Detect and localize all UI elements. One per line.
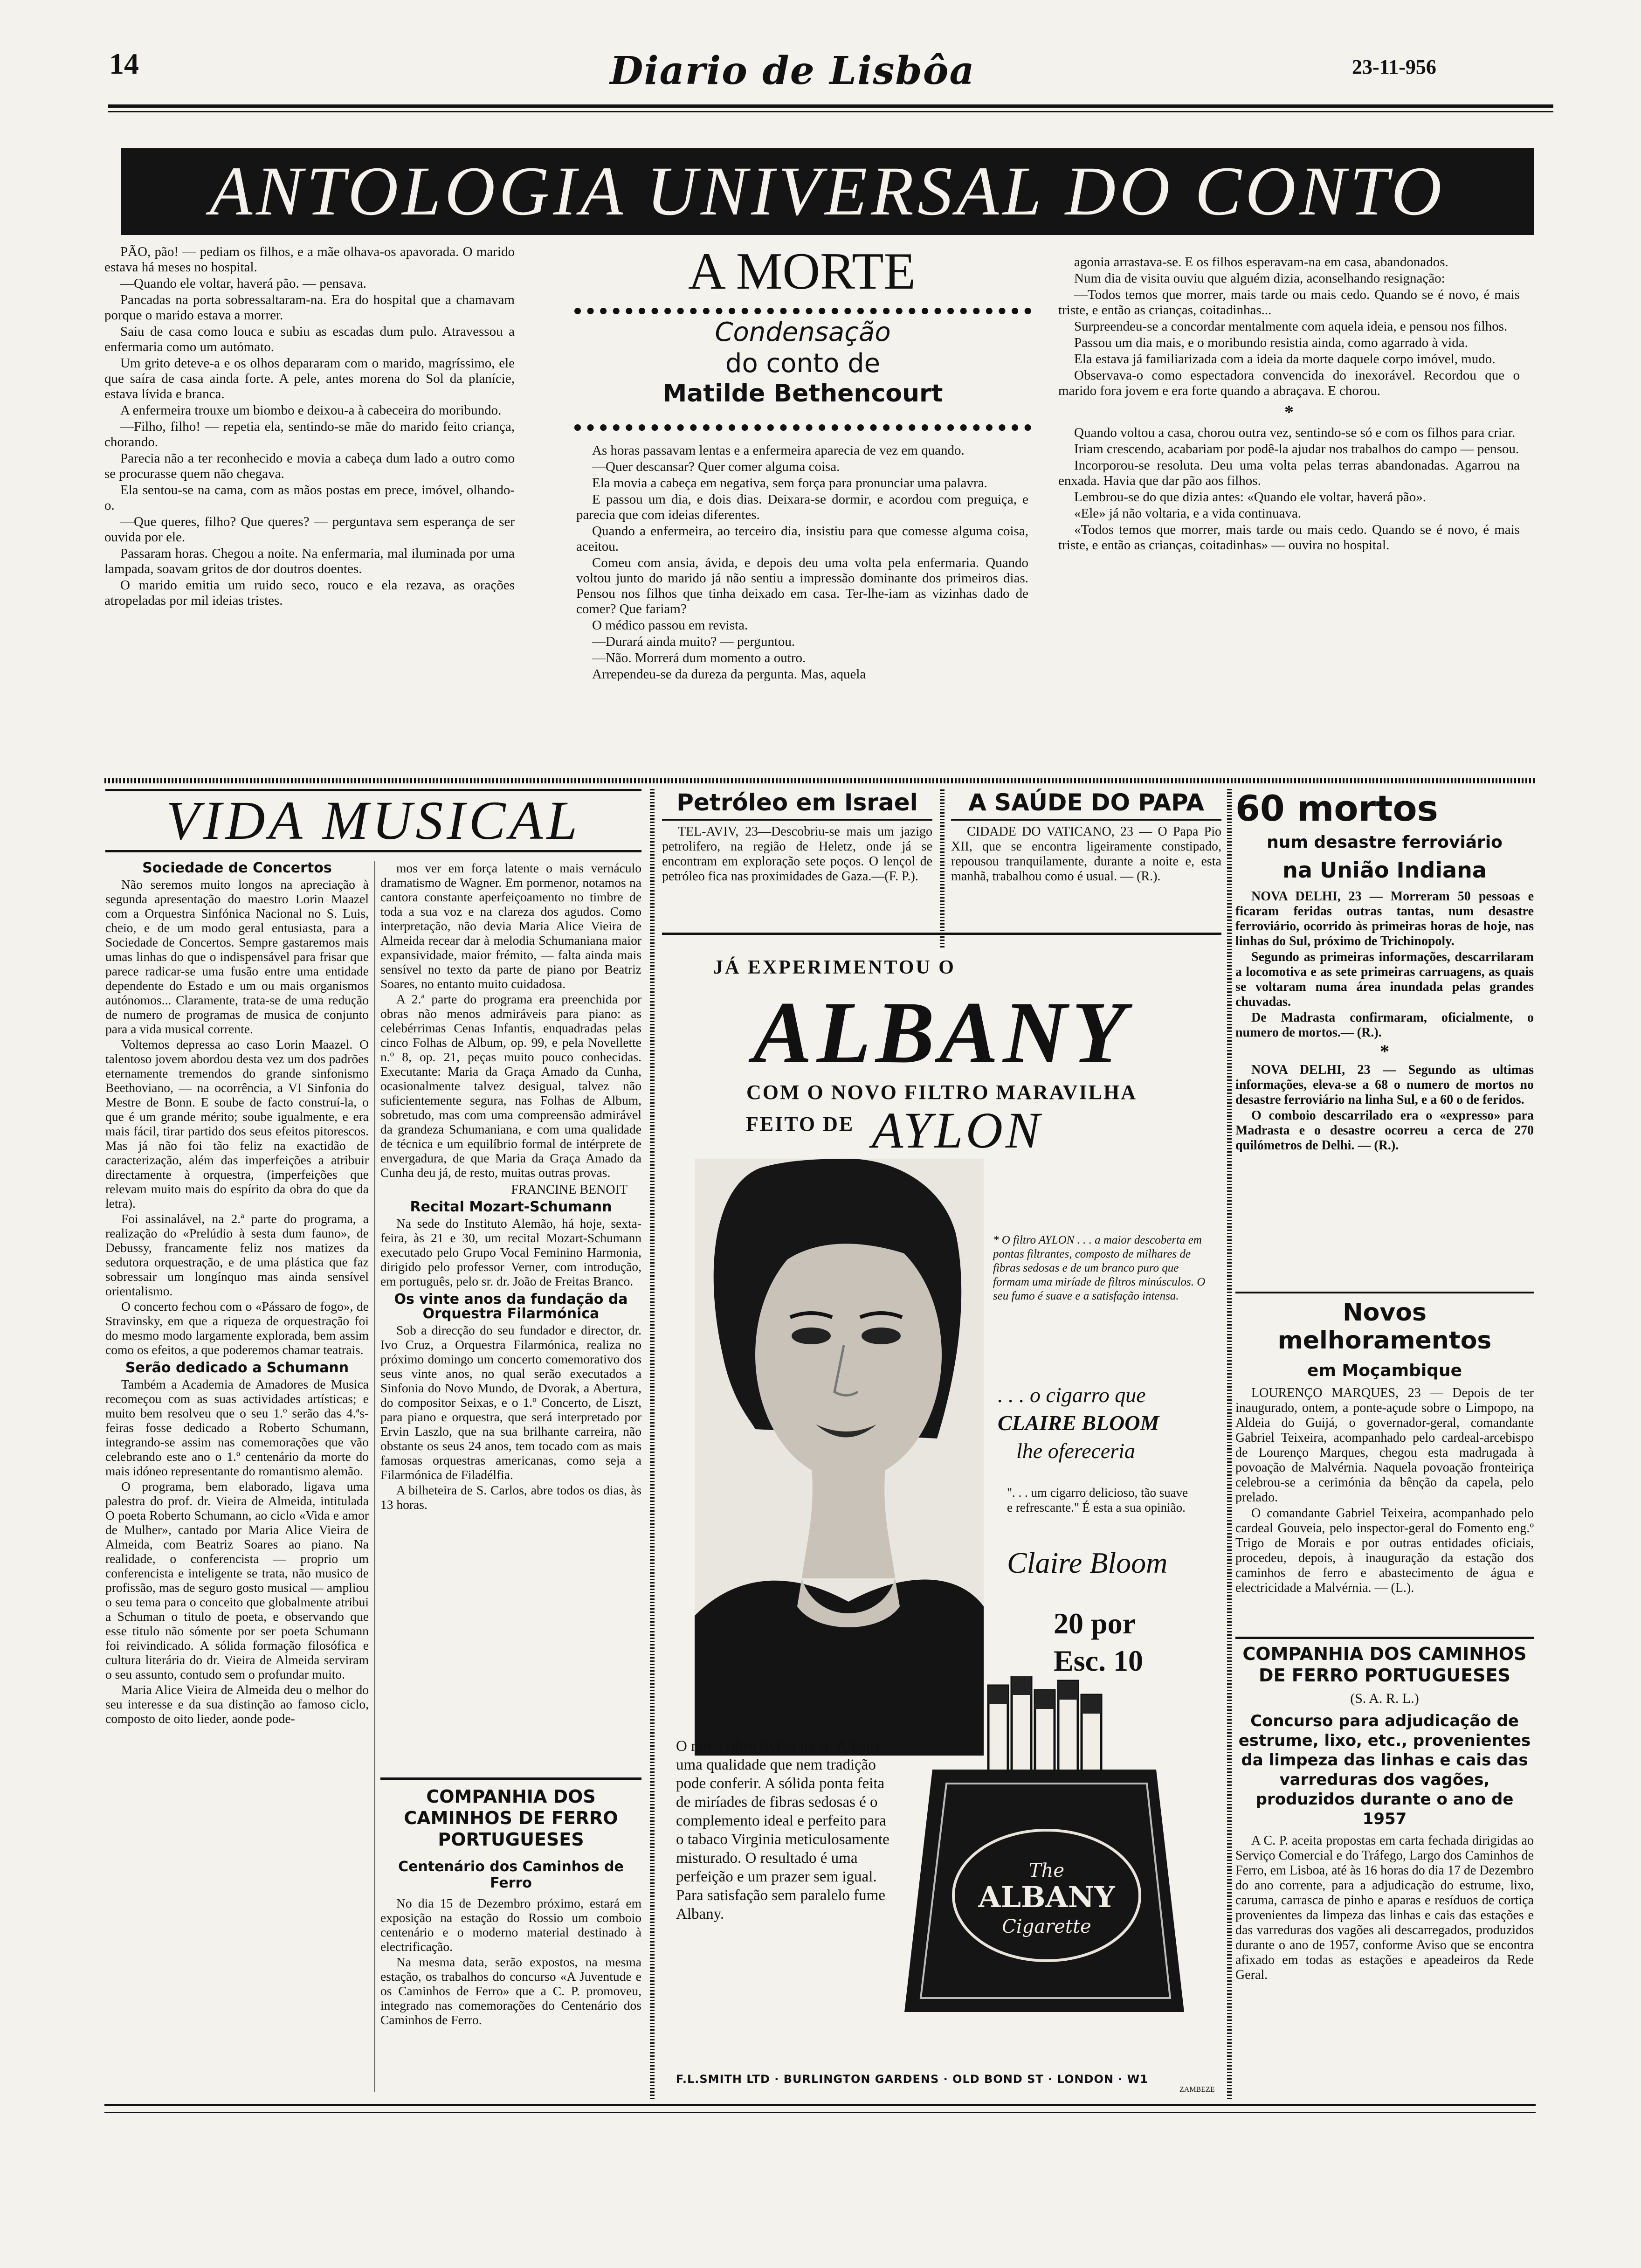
story-column-3: agonia arrastava-se. E os filhos esperavam-na em casa, abandonados. Num dia de visita ouviu que alguém dizia, aconselhando resignação: —Todos temos que morrer, mais tarde ou mais cedo. Quando se é novo, é mais triste, e então as crianças, coitadinhas... Surpreendeu-se a concordar mentalmente com aquela ideia, e pensou nos filhos. Passou um dia mais, e o moribundo resistia ainda, como agarrado à vida. Ela estava já familiarizada com a ideia da morte daquele corpo imóvel, mudo. Observava-o como espectadora convencida do inexorável. Recordou que o marido fora jovem e era forte quando a abraçava. E chorou. * Quando voltou a casa, chorou outra vez, sentindo-se só e com os filhos para criar. Iriam crescendo, acabariam por podê-la ajudar nos trabalhos do campo — pensou. Incorporou-se resoluta. Deu uma volta pelas terras abandonadas. Agarrou na enxada. Havia que dar pão aos filhos. Lembrou-se do que dizia antes: «Quando ele voltar, haverá pão». «Ele» já não voltaria, e a vida continuava. «Todos temos que morrer, mais tarde ou mais cedo. Quando se é novo, é mais triste, e então as crianças, coitadinhas» — ouvira no hospital. bbox=[1058, 255, 1520, 553]
vida-musical-title: VIDA MUSICAL bbox=[165, 790, 581, 851]
mortos-asterisk: * bbox=[1380, 1041, 1389, 1062]
filarmonica-heading: Os vinte anos da fundação da Orquestra Filarmónica bbox=[394, 1291, 628, 1322]
cp-concurso-sarl: (S. A. R. L.) bbox=[1350, 1691, 1419, 1706]
do-conto: do conto de bbox=[725, 348, 881, 379]
vertical-divider-3 bbox=[1227, 789, 1232, 2099]
header-rule bbox=[108, 104, 1553, 108]
antologia-banner bbox=[121, 148, 1534, 235]
papa-title: A SAÚDE DO PAPA bbox=[968, 789, 1204, 816]
ad-body: O novo filtro Aylon dá ao Albany uma qualidade que nem tradição pode conferir. A sólida ponta feita de miríades de fibras sedosas é o complemento ideal e perfeito para o tabaco Virginia meticulosamente misturado. O resultado é uma perfeição e um prazer sem igual. Para satisfação sem paralelo fume Albany. bbox=[676, 1738, 889, 1922]
ad-line3: FEITO DE bbox=[746, 1113, 855, 1135]
cp-concurso-heading: Concurso para adjudicação de estrume, lixo, etc., provenientes da limpeza das linhas e cais das varreduras dos vagões, produzidos durante o ano de 1957 bbox=[1238, 1712, 1531, 1828]
sociedade-heading: Sociedade de Concertos bbox=[142, 860, 332, 876]
cp-concurso-item bbox=[1235, 1643, 1534, 1983]
recital-heading: Recital Mozart-Schumann bbox=[410, 1199, 612, 1215]
header-rule-thin bbox=[108, 111, 1553, 112]
papa-text: CIDADE DO VATICANO, 23 — O Papa Pio XII, que se encontra ligeiramente constipado, repousou tranquilamente, durante a noite e, esta manhã, trabalhou como é usual. — (R.). bbox=[951, 824, 1221, 884]
claire-bloom-portrait bbox=[695, 1159, 984, 1756]
mocambique-title: Novos melhoramentos bbox=[1277, 1299, 1492, 1355]
author: Matilde Bethencourt bbox=[662, 380, 943, 408]
credit-frame bbox=[574, 308, 1031, 431]
footer-rule bbox=[104, 2104, 1536, 2106]
antologia-title: ANTOLOGIA UNIVERSAL DO CONTO bbox=[209, 152, 1446, 230]
francine-signature: FRANCINE BENOIT bbox=[511, 1182, 627, 1197]
companhia-box: COMPANHIA DOS CAMINHOS DE FERRO PORTUGUESES Centenário dos Caminhos de Ferro No dia 15 de Dezembro próximo, estará em exposição na estação do Rossio um comboio centenário e o moderno material destinado à electrificação. Na mesma data, serão expostos, na mesma estação, os trabalhos do concurso «A Juventude e os Caminhos de Ferro» que a C. P. promoveu, integrado nas comemorações do Centenário dos Caminhos de Ferro. bbox=[380, 1777, 641, 2102]
story-asterisk: * bbox=[1284, 401, 1294, 422]
story-column-2: As horas passavam lentas e a enfermeira aparecia de vez em quando. —Quer descansar? Quer comer alguma coisa. Ela movia a cabeça em negativa, sem força para pronunciar uma palavra. E passou um dia, e dois dias. Deixara-se dormir, e acordou com preguiça, e parecia que com ideias diferentes. Quando a enfermeira, ao terceiro dia, insistiu para que comesse alguma coisa, aceitou. Comeu com ansia, ávida, e depois deu uma volta pela enfermaria. Quando voltou junto do marido já não sentiu a impressão dominante dos primeiros dias. Pensou nos filhos que tinha deixado em casa. Ter-lhe-iam as vizinhas dado de comer? Que fariam? O médico passou em revista. —Durará ainda muito? — perguntou. —Não. Morrerá dum momento a outro. Arrependeu-se da dureza da pergunta. Mas, aquela bbox=[576, 443, 1028, 682]
mortos-title: 60 mortos bbox=[1235, 788, 1438, 829]
albany-ad bbox=[662, 933, 1221, 2105]
cp-concurso-title: COMPANHIA DOS CAMINHOS DE FERRO PORTUGUESES bbox=[1242, 1644, 1527, 1686]
cigarette-pack-illustration bbox=[895, 1676, 1198, 2021]
ad-filter-brand: AYLON bbox=[872, 1102, 1043, 1159]
petroleo-item bbox=[662, 789, 932, 884]
footer-rule-thin bbox=[104, 2112, 1536, 2113]
story-title: A MORTE bbox=[688, 242, 916, 300]
papa-item bbox=[951, 789, 1221, 884]
page-number: 14 bbox=[109, 47, 139, 80]
companhia-box-title: COMPANHIA DOS CAMINHOS DE FERRO PORTUGUESES bbox=[404, 1786, 618, 1850]
mortos-item: 60 mortos num desastre ferroviário na União Indiana NOVA DELHI, 23 — Morreram 50 pessoas e ficaram feridas outras tantas, num desastre ferroviário, ocorrido às primeiras horas de hoje, nas linhas do Sul, próximo de Trichinopoly. Segundo as primeiras informações, descarrilaram a locomotiva e as sete primeiras carruagens, as quais se voltaram numa área inundada pelas grandes chuvadas. De Madrasta confirmaram, oficialmente, o numero de mortos.— (R.). * NOVA DELHI, 23 — Segundo as ultimas informações, eleva-se a 68 o numero de mortos no desastre ferroviário na linha Sul, e a 60 o de feridos. O comboio descarrilado era o «expresso» para Madrasta e o desastre ocorreu a cerca de 270 quilómetros de Delhi. — (R.). bbox=[1235, 788, 1534, 1153]
companhia-box-subtitle: Centenário dos Caminhos de Ferro bbox=[398, 1859, 624, 1891]
schumann-heading: Serão dedicado a Schumann bbox=[125, 1360, 349, 1376]
mocambique-item: Novos melhoramentos em Moçambique LOURENÇO MARQUES, 23 — Depois de ter inaugurado, ontem, a ponte-açude sobre o Limpopo, na Aldeia do Guijá, o governador-geral, comandante Gabriel Teixeira, acompanhado pelo cardeal-arcebispo de Lourenço Marques, chegou esta madrugada à povoação de Malvérnia. Naquela povoação fronteiriça celebrou-se a cerimónia da bênção da capela, pelo prelado. O comandante Gabriel Teixeira, acompanhado pelo cardeal Gouveia, pelo inspector-geral do Fomento eng.º Trigo de Morais e por outras entidades oficiais, procedeu, depois, à inauguração da estação dos caminhos de ferro e abastecimento de água e electricidade a Malvérnia. — (L.). bbox=[1235, 1299, 1534, 1595]
pack-cigarette: Cigarette bbox=[1002, 1916, 1091, 1937]
column-rule bbox=[374, 861, 375, 2092]
pack-albany: ALBANY bbox=[978, 1880, 1115, 1914]
story-column-1: PÃO, pão! — pediam os filhos, e a mãe olhava-os apavorada. O marido estava há meses no hospital. —Quando ele voltar, haverá pão. — pensava. Pancadas na porta sobressaltaram-na. Era do hospital que a chamavam porque o marido estava a morrer. Saiu de casa como louca e subiu as escadas dum pulo. Atravessou a enfermaria como um autómato. Um grito deteve-a e os olhos depararam com o marido, magríssimo, ele que saíra de casa ainda forte. A pele, antes morena do Sol da planície, estava lívida e branca. A enfermeira trouxe um biombo e deixou-a à cabeceira do moribundo. —Filho, filho! — repetia ela, sentindo-se mãe do marido feito criança, chorando. Parecia não a ter reconhecido e movia a cabeça dum lado a outro como se procurasse quem não chegava. Ela sentou-se na cama, com as mãos postas em prece, imóvel, olhando-o. —Que queres, filho? Que queres? — perguntava sem esperança de ser ouvida por ele. Passaram horas. Chegou a noite. Na enfermaria, mal iluminada por uma lampada, soavam gritos de dor doutros doentes. O marido emitia um ruido seco, rouco e ela rezava, as orações atropeladas por mil ideias tristes. bbox=[104, 244, 515, 608]
date: 23-11-956 bbox=[1352, 55, 1436, 78]
section-divider bbox=[104, 778, 1536, 783]
ad-footer: F.L.SMITH LTD · BURLINGTON GARDENS · OLD BOND ST · LONDON · W1 bbox=[676, 2073, 1148, 2086]
ad-footnote: * O filtro AYLON . . . a maior descoberta em pontas filtrantes, composto de milhares de fibras sedosas e de um branco puro que formam uma miríade de filtros minúsculos. O seu fumo é suave e a satisfação intensa. bbox=[993, 1234, 1206, 1302]
cp-concurso-text: A C. P. aceita propostas em carta fechada dirigidas ao Serviço Comercial e do Tráfego, Largo dos Caminhos de Ferro, em Lisboa, até às 16 horas do dia 17 de Dezembro do ano corrente, para a adjudicação do estrume, lixo, caruma, carrasca de pinho e aparas e resíduos de cortiça provenientes da limpeza das linhas e cais das estações e das varreduras dos vagões ali descarregados, produzidos durante o ano de 1957, conforme Aviso que se encontra afixado em todas as estações e apeadeiros da Rede Geral. bbox=[1235, 1833, 1534, 1982]
ad-signature: Claire Bloom bbox=[1007, 1546, 1168, 1579]
ad-quote: ". . . um cigarro delicioso, tão suave e refrescante." É esta a sua opinião. bbox=[1007, 1486, 1188, 1514]
condensacao: Condensação bbox=[715, 317, 891, 347]
pack-the: The bbox=[1028, 1860, 1065, 1881]
mocambique-sub: em Moçambique bbox=[1307, 1361, 1462, 1380]
petroleo-text: TEL-AVIV, 23—Descobriu-se mais um jazigo petrolifero, na região de Heletz, onde já se encontram em exploração sete poços. O lençol de petróleo fica nas proximidades de Gaza.—(F. P.). bbox=[662, 824, 932, 884]
masthead: Diario de Lisbôa bbox=[610, 48, 975, 93]
vertical-divider-2 bbox=[940, 789, 945, 947]
ad-claire-line3: lhe ofereceria bbox=[1016, 1439, 1136, 1463]
ad-price-2: Esc. 10 bbox=[1054, 1644, 1143, 1677]
mortos-sub1: num desastre ferroviário bbox=[1267, 833, 1503, 852]
ad-brand: ALBANY bbox=[753, 984, 1131, 1082]
ad-claire-line2: CLAIRE BLOOM bbox=[998, 1411, 1159, 1435]
mortos-sub2: na União Indiana bbox=[1282, 857, 1487, 883]
petroleo-title: Petróleo em Israel bbox=[676, 789, 918, 816]
ad-line2: COM O NOVO FILTRO MARAVILHA bbox=[746, 1081, 1137, 1104]
ad-line1: JÁ EXPERIMENTOU O bbox=[713, 957, 956, 978]
ad-claire-line1: . . . o cigarro que bbox=[998, 1383, 1146, 1407]
vertical-divider-1 bbox=[650, 789, 655, 2099]
ad-agency: ZAMBEZE bbox=[1179, 2086, 1215, 2094]
vida-musical-column-b: mos ver em força latente o mais vernáculo dramatismo de Wagner. Em pormenor, notamos na cantora constante aperfeiçoamento no timbre de toda a sua voz e na clareza dos agudos. Como interpretação, não devia Maria Alice Vieira de Almeida recear dar à melodia Schumaniana maior expansividade, maior frémito, — falta ainda mais sensível no texto da parte de piano por Beatriz Soares, no entanto muito cuidadosa. A 2.ª parte do programa era preenchida por obras não menos admiráveis para piano: as celebérrimas Cenas Infantis, enquadradas pelas cinco Folhas de Album, op. 99, e pela Novellette n.º 8, op. 21, peças muito pouco conhecidas. Executante: Maria da Graça Amado da Cunha, ocasionalmente talvez desigual, talvez não suficientemente segura, nas Folhas de Album, sobretudo, mas com uma compreensão admirável da grandeza Schumaniana, e com uma qualidade de técnica e um equilíbrio formal de intérprete de envergadura, de que Maria da Graça Amado da Cunha deu já, de resto, muitas outras provas. FRANCINE BENOIT Recital Mozart-Schumann Na sede do Instituto Alemão, há hoje, sexta-feira, às 21 e 30, um recital Mozart-Schumann executado pelo Grupo Vocal Feminino Harmonia, dirigido pelo professor Verner, com introdução, em português, pelo sr. dr. João de Freitas Branco. Os vinte anos da fundação da Orquestra Filarmónica Sob a direcção do seu fundador e director, dr. Ivo Cruz, a Orquestra Filarmónica, realiza no próximo domingo um concerto comemorativo dos seus vinte anos, no qual serão executados a Sinfonia do Novo Mundo, de Dvorak, a Abertura, do compositor Seixas, e o 1.º Concerto, de Liszt, para piano e orquestra, que será interpretado por Ervin Laszlo, que na sua brilhante carreira, não obstante os seus 24 anos, tem tocado com as mais famosas orquestras americanas, como seja a Filarmónica de Filadélfia. A bilheteira de S. Carlos, abre todos os dias, às 13 horas. bbox=[380, 861, 641, 1512]
vida-musical-column-a: Sociedade de Concertos Não seremos muito longos na apreciação à segunda apresentação do maestro Lorin Maazel com a Orquestra Sinfónica Nacional no S. Luis, cheio, e de um modo geral entusiasta, para a Sociedade de Concertos. Sempre gastaremos mais umas linhas do que o indispensável para frisar que parece radicar-se uma fusão entre uma entidade dependente do Estado e um ou mais organismos autónomos... Claramente, trata-se de uma redução de numero de programas de musica de conjunto para a vida musical corrente. Voltemos depressa ao caso Lorin Maazel. O talentoso jovem abordou desta vez um dos padrões eternamente tremendos do grande sinfonismo Beethoviano, — na ocorrência, a VI Sinfonia do Mestre de Bonn. E soube de facto construí-la, o que é um grande mérito; soube igualmente, e era mais fácil, tirar partido dos seus efeitos pitorescos. Mas já não foi tão feliz na exactidão de caracterização, além das imperfeições a atribuir directamente à orquestra, (imperfeições que relevam muito mais do espírito da obra do que da letra). Foi assinalável, na 2.ª parte do programa, a realização do «Prelúdio à sesta dum fauno», de Debussy, francamente feliz nos matizes da sedutora orquestração, e de uma plástica que faz sobressair um longínquo mas ainda sensível orientalismo. O concerto fechou com o «Pássaro de fogo», de Stravinsky, em que a riqueza de orquestração foi do mesmo modo largamente explorada, bem assim como os efeitos, a que poderemos chamar teatrais. Serão dedicado a Schumann Também a Academia de Amadores de Musica recomeçou com as suas actividades artísticas; e muito bem resolveu que o seu 1.º serão das 4.ªs-feiras fosse dedicado a Roberto Schumann, integrando-se assim nas comemorações que vão celebrando este ano o 1.º centenário da morte do mais idóneo representante do romantismo alemão. O programa, bem elaborado, ligava uma palestra do prof. dr. Vieira de Almeida, intitulada O poeta Roberto Schumann, ao ciclo «Vida e amor de Mulher», cantado por Maria Alice Vieira de Almeida, com Beatriz Soares ao piano. Na realidade, o conferencista — proprio um conferencista e inteligente se trata, não musico de profissão, mas de seguro gosto musical — ampliou o seu tema para o conceito que globalmente atribui a Schuman o titulo de poeta, e observando que esse titulo não sómente por ser poeta Schumann foi reivindicado. A sólida formação filosófica e cultura literária do dr. Vieira de Almeida serviram o seu assunto, contudo sem o profundar muito. Maria Alice Vieira de Almeida deu o melhor do seu interesse e da sua distinção ao famoso ciclo, composto de oito lieder, aonde pode- bbox=[105, 860, 369, 1726]
vida-musical-header bbox=[105, 789, 641, 852]
ad-price-1: 20 por bbox=[1054, 1607, 1136, 1640]
